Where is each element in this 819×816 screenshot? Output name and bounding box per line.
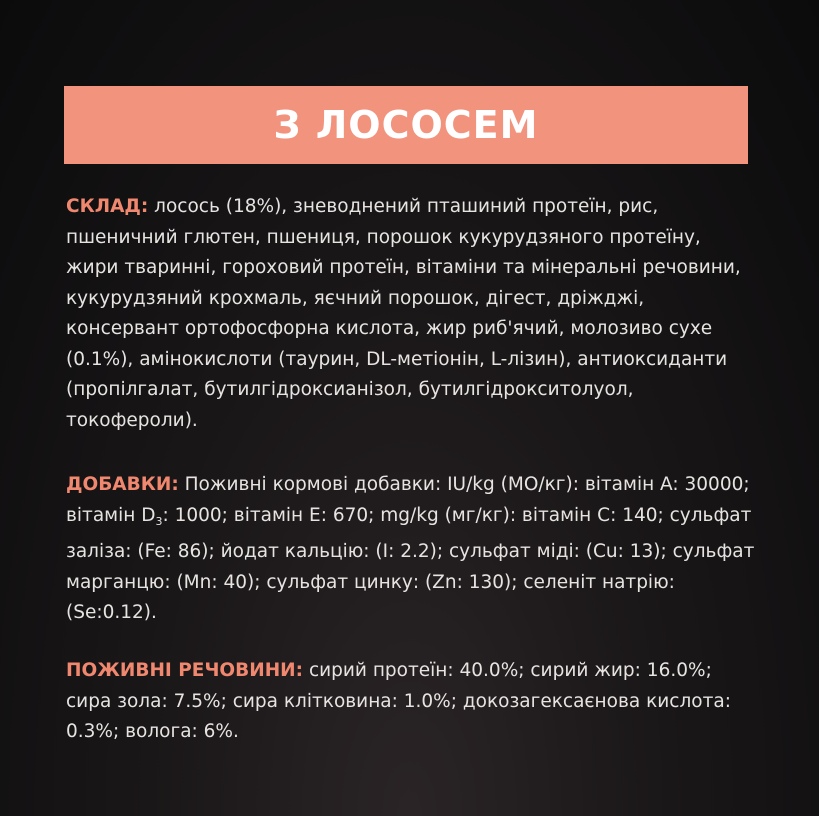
- composition-text: лосось (18%), зневоднений пташиний протеїн, рис, пшеничний глютен, пшениця, порошок кукурудзяного протеїну, жири тваринні, гороховий протеїн, вітаміни та мінеральні речовини, кукурудзяний крохмаль, яєчний порошок, дігест, дріжджі, консервант ортофосфорна кислота, жир риб'ячий, молозиво сухе (0.1%), амінокислоти (таурин, DL-метіонін, L-лізин), антиоксиданти (пропілгалат, бутилгідроксианізол, бутилгідрокситолуол, токофероли).: [66, 196, 741, 431]
- additives-label: ДОБАВКИ:: [66, 474, 179, 495]
- additives-text-before: Поживні кормові добавки: IU/kg (МО/кг): вітамін A: 30000; вітамін D: [66, 474, 750, 526]
- nutrients-text: сирий протеїн: 40.0%; сирий жир: 16.0%; сира зола: 7.5%; сира клітковина: 1.0%; докозагексаєнова кислота: 0.3%; волога: 6%.: [66, 660, 731, 742]
- vitamin-d-subscript: 3: [155, 514, 163, 528]
- nutrients-label: ПОЖИВНІ РЕЧОВИНИ:: [66, 660, 304, 681]
- composition-label: СКЛАД:: [66, 196, 149, 217]
- additives-section: [66, 470, 756, 629]
- nutrients-section: [66, 656, 756, 748]
- banner-title: З ЛОСОСЕМ: [273, 103, 539, 147]
- additives-text-after: : 1000; вітамін E: 670; mg/kg (мг/кг): вітамін C: 140; сульфат заліза: (Fe: 86); йодат кальцію: (I: 2.2); сульфат міді: (Cu: 13); сульфат марганцю: (Mn: 40); сульфат цинку: (Zn: 130); селеніт натрію: (Se:0.12).: [66, 504, 755, 623]
- composition-section: [66, 192, 756, 436]
- title-banner: [64, 86, 748, 164]
